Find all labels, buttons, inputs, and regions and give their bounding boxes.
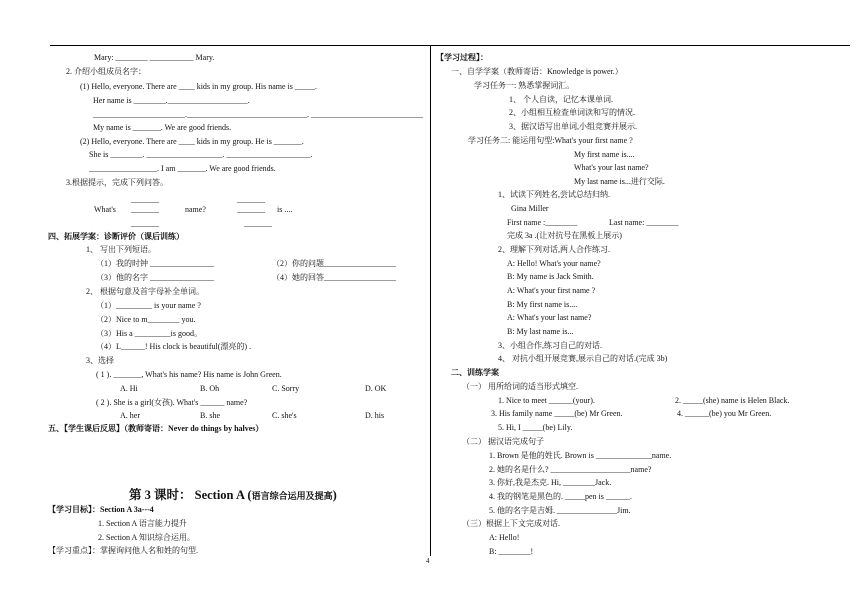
left-line: My name is _______. We are good friends.: [93, 123, 232, 132]
left-line: _______: [131, 205, 159, 214]
lesson-heading-main: 第 3 课时： Section A (: [129, 488, 252, 502]
right-line: （一） 用所给词的适当形式填空.: [462, 382, 578, 391]
right-line: 一、自学学案（教师寄语：Knowledge is power.）: [451, 67, 623, 76]
left-line: (2) Hello, everyone. There are ____ kids in my group. He is _______.: [80, 137, 304, 146]
right-line: 二、训练学案: [451, 368, 499, 377]
left-line: _______: [131, 195, 159, 204]
left-line: name?: [185, 205, 206, 214]
column-divider: [430, 46, 431, 556]
right-line: A: Hello! What's your name?: [507, 259, 601, 268]
right-line: 【学习过程】：: [436, 53, 488, 62]
left-line: C. she's: [272, 411, 297, 420]
left-line: B. she: [200, 411, 220, 420]
right-line: 学习任务一: 熟悉掌握词汇。: [474, 81, 575, 90]
lesson-heading: [129, 488, 337, 504]
right-line: 完成 3a .(让对抗号在黑板上展示): [507, 231, 622, 240]
left-line: （2）你的问题__________________: [272, 259, 396, 268]
right-line: 1. Nice to meet ______(your).: [498, 396, 595, 405]
left-line: （3）His a _________is good。: [96, 329, 202, 338]
right-line: 2、小组相互检查单词读和写的情况.: [509, 108, 635, 117]
right-line: 5. Hi, I _____(be) Lily.: [498, 423, 573, 432]
left-line: What's: [94, 205, 116, 214]
lesson-heading-end: ): [332, 488, 337, 502]
right-line: 2. _____(she) name is Helen Black.: [675, 396, 790, 405]
lesson-heading-sub: 语言综合运用及提高: [251, 491, 333, 501]
right-line: A: What's your last name?: [507, 313, 592, 322]
left-line: is ....: [277, 205, 293, 214]
left-line: （1）我的时钟 ________________: [96, 259, 214, 268]
left-line: _______: [237, 195, 265, 204]
left-line: A. Hi: [120, 384, 138, 393]
right-line: B: My name is Jack Smith.: [507, 272, 594, 281]
left-line: Her name is ________.____________________.: [93, 96, 250, 105]
left-line: ( 2 ). She is a girl(女孩). What's ______ name?: [96, 398, 248, 407]
right-line: 3. 你好,我是杰克. Hi, ________Jack.: [489, 478, 612, 487]
left-line: 1. Section A 语言能力提升: [98, 519, 187, 528]
left-line: 2、 根据句意及首字母补全单词。: [86, 287, 204, 296]
left-line: 2. Section A 知识综合运用。: [98, 533, 195, 542]
right-line: 1. Brown 是他的姓氏. Brown is ______________name.: [489, 451, 672, 460]
left-line: _______: [244, 219, 272, 228]
left-line: 3、选择: [86, 356, 114, 365]
right-line: What's your last name?: [574, 163, 649, 172]
left-line: 【学习目标】：Section A 3a---4: [48, 505, 154, 514]
right-line: First name :________: [507, 218, 578, 227]
left-line: _______: [237, 205, 265, 214]
page-number: 4: [426, 557, 430, 565]
left-line: _______: [131, 219, 159, 228]
right-line: My first name is....: [574, 150, 635, 159]
right-line: A: What's your first name ?: [507, 286, 596, 295]
left-line: 1、 写出下列短语。: [86, 245, 156, 254]
left-line: B. Oh: [200, 384, 220, 393]
right-line: B: ________!: [489, 547, 534, 556]
left-line: 2. 介绍小组成员名字：: [66, 67, 146, 76]
left-line: She is ________. ___________________. _____________________.: [89, 150, 313, 159]
right-line: 4、 对抗小组开展竞赛,展示自己的对话.(完成 3b): [498, 354, 668, 363]
left-line: ( 1 ). _______, What's his name? His name is John Green.: [96, 370, 282, 379]
left-line: 3.根据提示，完成下列问答。: [66, 178, 168, 187]
right-line: My last name is...进行交际.: [574, 177, 665, 186]
right-line: 1、试读下列姓名,尝试总结归纳.: [498, 190, 610, 199]
right-line: 4. 我的钢笔是黑色的. _____pen is ______.: [489, 492, 632, 501]
left-line: （2）Nice to m________ you.: [96, 315, 196, 324]
right-line: （二） 据汉语完成句子: [462, 437, 544, 446]
right-line: A: Hello!: [489, 533, 520, 542]
right-line: 3、据汉语写出单词,小组竞赛并展示.: [509, 122, 637, 131]
left-line: _______________________.______________________________. ____________________________: [93, 110, 423, 119]
left-line: 【学习重点】：掌握询问他人名和姓的句型.: [48, 546, 198, 555]
left-line: Mary: ________ ___________ Mary.: [94, 53, 215, 62]
left-line: 四、拓展学案：诊断评价（课后训练）: [48, 232, 184, 241]
left-line: D. OK: [365, 384, 387, 393]
right-line: Gina Miller: [511, 204, 549, 213]
right-line: 4. ______(be) you Mr Green.: [677, 409, 772, 418]
right-line: 3、小组合作,练习自己的对话.: [498, 341, 602, 350]
left-line: A. her: [120, 411, 140, 420]
top-rule: [50, 45, 850, 46]
right-line: 2、理解下列对话,两人合作练习.: [498, 245, 610, 254]
left-line: （3）他的名字 ________________: [96, 273, 214, 282]
right-line: 1、 个人自读，记忆本课单词.: [509, 95, 613, 104]
right-line: 3. His family name _____(be) Mr Green.: [491, 409, 623, 418]
right-line: B: My last name is...: [507, 327, 574, 336]
right-line: 学习任务二: 能运用句型:What's your first name ?: [468, 136, 633, 145]
right-line: 5. 他的名字是吉姆. _______________Jim.: [489, 506, 631, 515]
left-line: (1) Hello, everyone. There are ____ kids in my group. His name is _____.: [80, 82, 317, 91]
right-line: 2. 她的名是什么? ____________________name?: [489, 465, 652, 474]
left-line: （1）_________ is your name ?: [96, 301, 201, 310]
left-line: C. Sorry: [272, 384, 300, 393]
right-line: Last name: ________: [609, 218, 679, 227]
right-line: （三）根据上下文完成对话.: [462, 519, 560, 528]
left-line: 五、【学生课后反思】（教师寄语：Never do things by halves）: [48, 424, 264, 433]
left-line: D. his: [365, 411, 385, 420]
left-line: （4）L______! His clock is beautiful(漂亮的) .: [96, 342, 252, 351]
left-line: （4）她的回答__________________: [272, 273, 396, 282]
left-line: _________________. I am _______. We are good friends.: [89, 164, 276, 173]
right-line: B: My first name is....: [507, 300, 578, 309]
